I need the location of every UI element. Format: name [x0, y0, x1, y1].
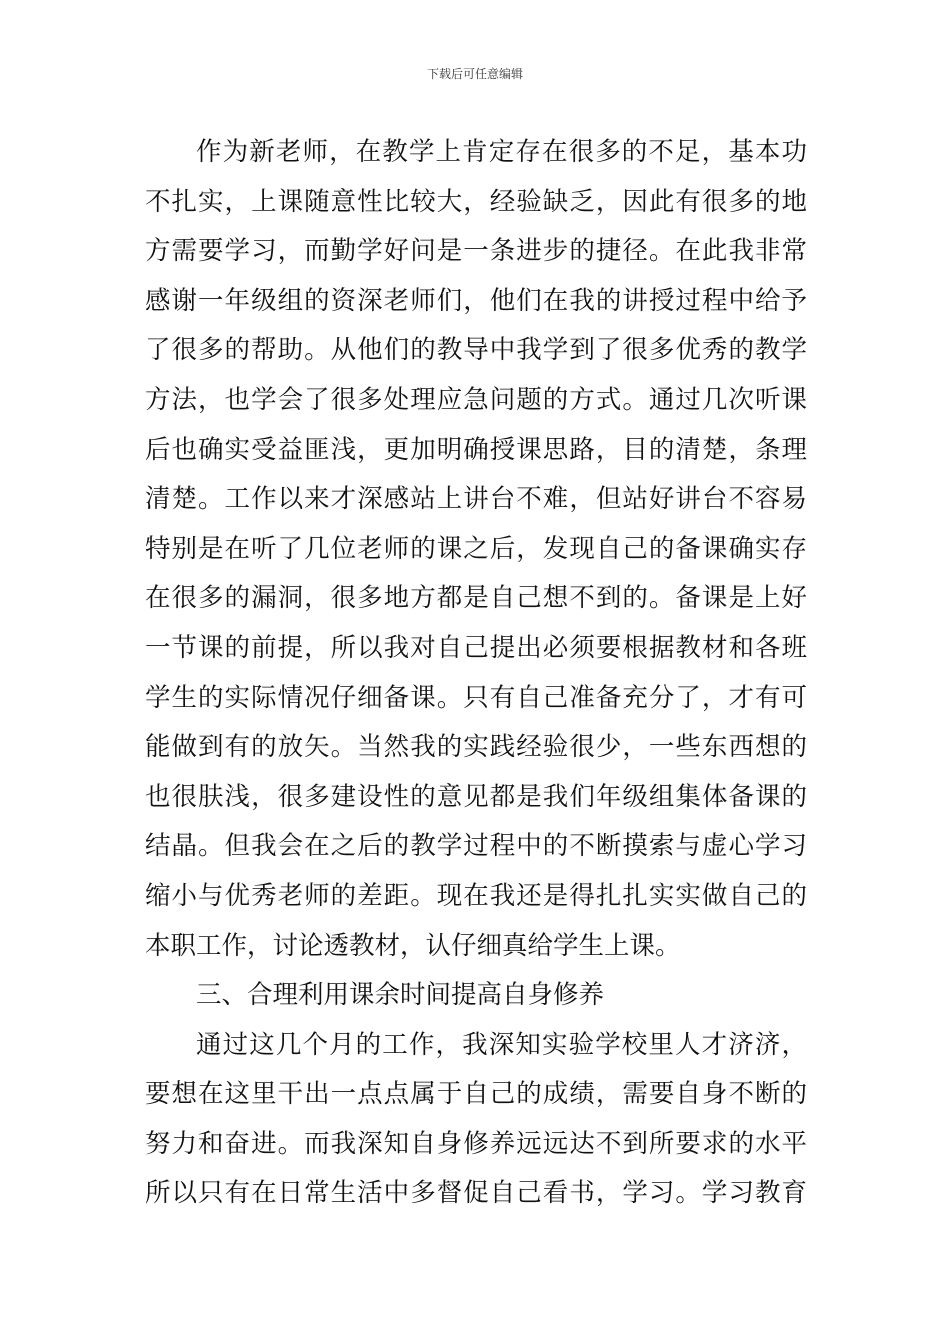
- text-line: 后也确实受益匪浅，更加明确授课思路，目的清楚，条理: [145, 434, 807, 465]
- text-line: 清楚。工作以来才深感站上讲台不难，但站好讲台不容易: [145, 484, 807, 515]
- text-line: 努力和奋进。而我深知自身修养远远达不到所要求的水平: [145, 1128, 807, 1159]
- text-line: 缩小与优秀老师的差距。现在我还是得扎扎实实做自己的: [145, 880, 807, 911]
- text-line: 要想在这里干出一点点属于自己的成绩，需要自身不断的: [145, 1079, 807, 1110]
- document-body: [145, 128, 807, 1219]
- text-line: 通过这几个月的工作，我深知实验学校里人才济济，: [196, 1029, 807, 1060]
- text-line: 方需要学习，而勤学好问是一条进步的捷径。在此我非常: [145, 236, 807, 267]
- text-line: 特别是在听了几位老师的课之后，发现自己的备课确实存: [145, 533, 807, 564]
- text-line: 结晶。但我会在之后的教学过程中的不断摸索与虚心学习: [145, 831, 807, 862]
- text-line: 了很多的帮助。从他们的教导中我学到了很多优秀的教学: [145, 335, 807, 366]
- text-line: 三、合理利用课余时间提高自身修养: [196, 980, 605, 1011]
- text-line: 一节课的前提，所以我对自己提出必须要根据教材和各班: [145, 632, 807, 663]
- text-line: 能做到有的放矢。当然我的实践经验很少，一些东西想的: [145, 732, 807, 763]
- text-line: 感谢一年级组的资深老师们，他们在我的讲授过程中给予: [145, 285, 807, 316]
- page-header: 下载后可任意编辑: [426, 67, 523, 81]
- text-line: 也很肤浅，很多建设性的意见都是我们年级组集体备课的: [145, 781, 807, 812]
- text-line: 方法，也学会了很多处理应急问题的方式。通过几次听课: [145, 384, 807, 415]
- text-line: 在很多的漏洞，很多地方都是自己想不到的。备课是上好: [145, 583, 807, 614]
- text-line: 作为新老师，在教学上肯定存在很多的不足，基本功: [196, 137, 807, 167]
- text-line: 学生的实际情况仔细备课。只有自己准备充分了，才有可: [145, 682, 807, 713]
- text-line: 本职工作，讨论透教材，认仔细真给学生上课。: [145, 930, 681, 961]
- text-line: 不扎实，上课随意性比较大，经验缺乏，因此有很多的地: [145, 186, 807, 217]
- text-line: 所以只有在日常生活中多督促自己看书，学习。学习教育: [145, 1178, 807, 1209]
